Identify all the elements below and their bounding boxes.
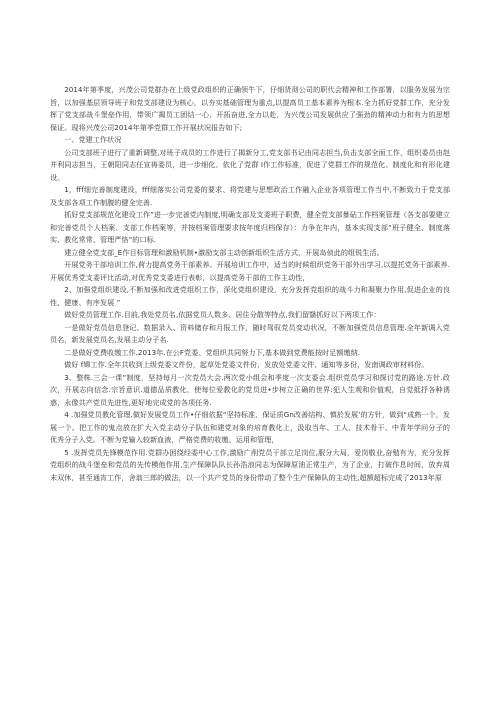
paragraph: 2、加强党组织建设,不断加强和改进党组织工作，深化党组织建设，充分发挥党组织的战斗力和凝聚力作用,促进企业的良性、健康、有序发展 ”: [50, 285, 450, 307]
paragraph: 5 .发挥党员先锋模范作用.党群办困绕经委中心工作,激励广削党员干部立足岗位,服分大局，爱岗敬业,奋勉有为，充分发挥党组织的战斗堡垒和党员的先传模他作用,生产保障队队长孙浩浪同志为保障原油正常生产，为了企业，打破作息时间，放弃周末双休，甚至通宵工作，舍翁三郎的做法，以一个共产党员的身份带动了整个生产保障队的主动性,超额超标完成了2013年原: [50, 447, 450, 482]
document-body: [50, 84, 450, 484]
paragraph: 抓好党支部规范化建设工作”进一步完善党内制度,明确支部及支委班子职费，健全党支部暴砧工作档案管理（各支部要建立和完善党员个人档案、支部工作档案等，并按档案管理要求按年度归档保存）：力争在年内，基本实现支部“班子健全、制度落实、教化常常、管理严恪”的口标.: [50, 210, 450, 244]
paragraph: 二是做好党费收缴工作.2013年.在公F党委、党组织共同努力下,基本做到党费能按时足额缴纳.: [64, 347, 361, 357]
paragraph: 做好党员管理工作.目前,我处党员名,依据党员人数多、居住分散等特点,我们留翳抓好以下两项工作：: [64, 310, 381, 319]
paragraph: 建立健全党支部_E作目标管理和激励机制•激励支部主动创新组织生活方式，开展岛侦此的组锐生活。: [64, 247, 384, 257]
paragraph: 做好 f嫦工作.全年共收到上级党委文件份，起草处党委文件份，发放处党委文件、通知等多份，发南调政审材料份。: [64, 360, 429, 369]
paragraph: 1，fff细完善制度建设，fff细落实公司党委的要求、将党建与思想政治工作融入企业各项管理工作当中,不断致力于党支部及支部各项工作制腹的健全完善.: [50, 185, 450, 207]
paragraph: 3、整株.三会一课”制度，坚持每月一次党员大会.两次党小组会和季度一次支委会.组织党员学习和探讨党的路途.方针.政次，开展志向信念.宗旨意识.道德品质教化，使每位爱教化的党员进•步树立正确的世界:犯人生观和价值观，自觉抵抒各种诱惑，永像共产党员先进性,更好地完成党的各项任务.: [50, 372, 450, 407]
paragraph: 开展党务干部培训工作,荷力提高党务干部素养。开展培训工作中，适当的时候组织党务干部外出学习,以提托党务干部素养.开展优秀党支委评比活动,对优秀党支委进行表彰，以提高党务干部的工作主动性，: [50, 260, 450, 282]
paragraph: 一是做好党员信息登记、数据录入、资料储存和月报工作，随时驾驭党员变动状况，不断加强党员信息管理.全年新调入党员名，新发展党员名,发展主动分子名.: [50, 322, 450, 344]
intro-paragraph: 2014年第季度，兴茂公司党群办在上级党政组织的正确领牛下，仔细货彻公司的职代会精神和工作部署，以服务发展为宗旨，以加强基层领导班子和党支部建设为核心，以夯实基础管理为重点,以提高员工基本素养为根本.全力抓好党群工作，充分发挥了党支部战斗堡垒作用，带领广揭员工团结一心，开拓奋进,全力以赴，为兴茂公司发展供应了强劲的精神动力和有力的思想保证。现将兴茂公司2014年第季党群工作开展状况报告如下;: [50, 85, 450, 132]
section-heading-party-building: 一、党建工作状况: [64, 135, 122, 144]
paragraph: 4 .加强党员教化管理.做好发展党员工作•仔细依据“坚持标准、保证质Gn改善结构、慎於发展’的方针，做到“成熟一个，发展一个。把工作的鬼点放在扩大入党主动分子队伍和建党对象的培育教化上，汲取当年、工人、技术骨干、中青年学问分子的优秀分子入党。不断为党输入较新血液，严格党费的收缴、运用和管理，: [50, 410, 450, 444]
paragraph: 公司支部班子进行了重新调整,对班子成员的工作进行了揭新分工,党支部书记由同志担当,负击支部全面工作，组织委员由赵井利同志担当，王朝阳同志任宣祷委员，进一步细化、依化了党群 I作工作标准，促进了党群工作的规范化、制度化和有形化建设。: [50, 147, 450, 182]
